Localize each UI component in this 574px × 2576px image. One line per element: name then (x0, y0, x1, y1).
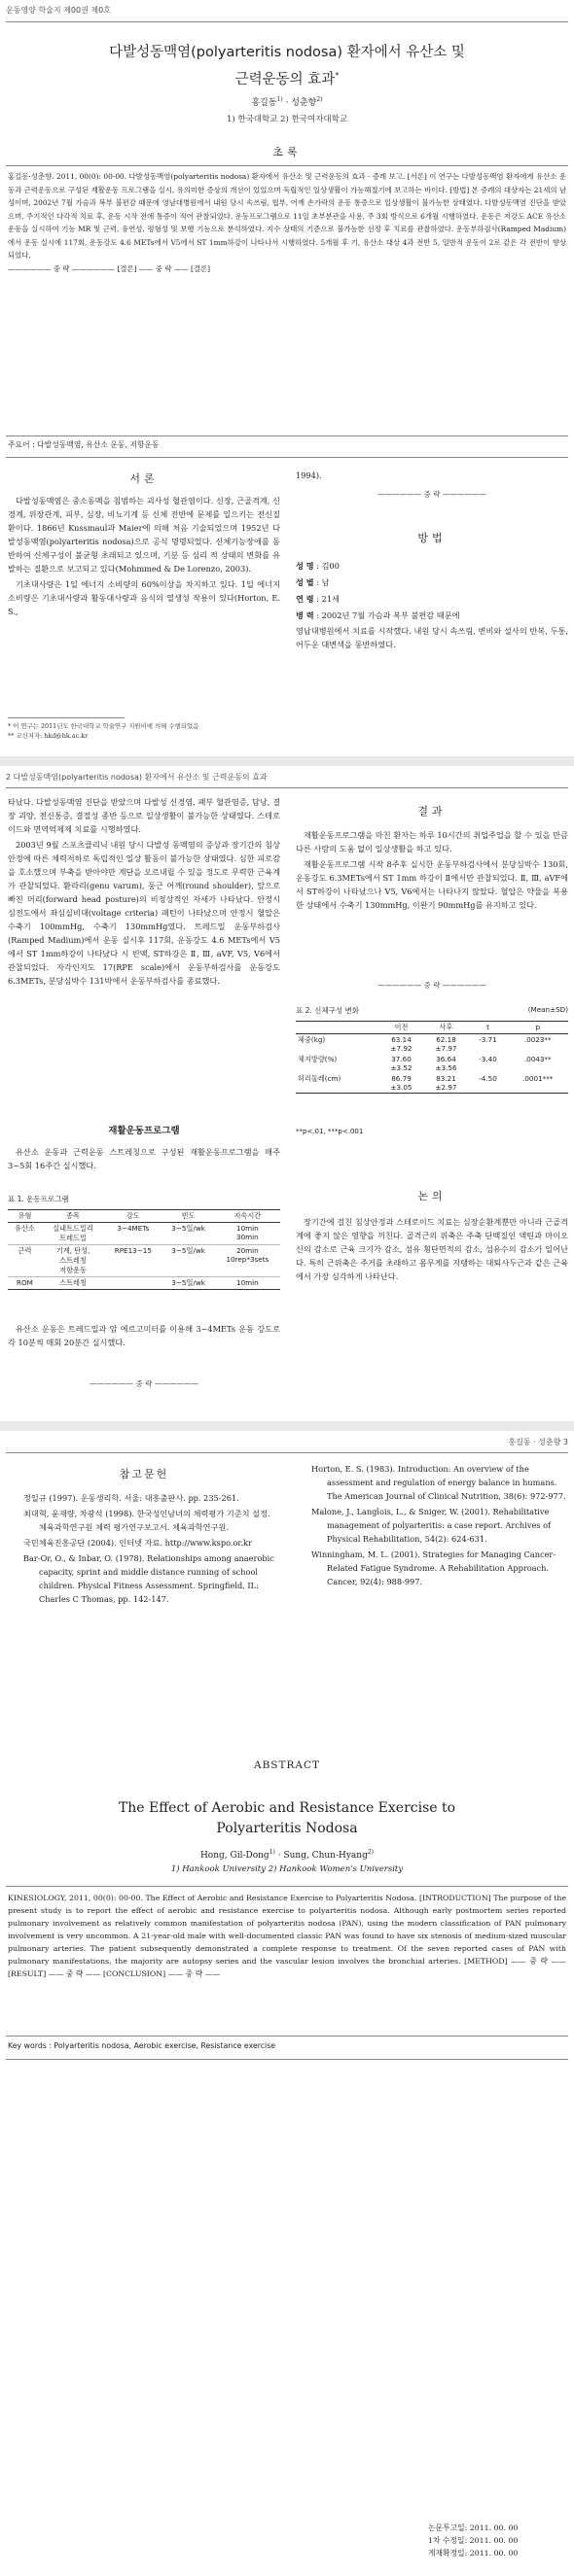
table-cell: 유산소 (15, 1224, 35, 1233)
table-header-cell: 강도 (126, 1211, 140, 1220)
table-cell: RPE13~15 (114, 1246, 152, 1255)
abstract-box (8, 170, 566, 433)
program-text-2 (8, 1322, 280, 1349)
reference-item: Malone, J., Langlois, L., & Sniger, W. (2001). Rehabilitative management of polyarteritis: a case report. Archives of Physical Rehabilitation, 54(2): 624-631. (311, 1507, 552, 1544)
footnotes (8, 721, 282, 741)
references-left (23, 1491, 280, 1608)
divider-omitted: —————— 중 략 —————— (377, 490, 486, 499)
references-right (311, 1462, 568, 1590)
table-cell: 3~5일/wk (171, 1246, 205, 1255)
case-column (8, 795, 280, 988)
table-header-cell: 사후 (439, 1023, 453, 1031)
header-rule (6, 787, 568, 788)
subject-row (296, 608, 568, 624)
intro-paragraph-1: 다발성동맥염은 중소동맥을 침범하는 괴사성 혈관염이다. 신장, 근골격계, 신경계, 위장관계, 피부, 심장, 비뇨기계 등 신체 전반에 문제를 일으키는 전신질환이다. 1866년 Kussmaul과 Maier에 의해 처음 기술되었으며 1952년 다발성동맥염(polyarteritis nodosa)으로 공식 명명되었다. 신체기능장애를 동반하여 신체구성이 불균형 초래되고 있으며, 기분 등 심리 적 상태의 변화를 유발하는 질환으로 보고되고 있다(Mohmmed & De Lorenzo, 2003). (8, 496, 280, 574)
subject-label: 성 별 (296, 577, 314, 587)
table-cell: 20min 10rep*3sets (226, 1246, 269, 1264)
table-2-caption: 표 2. 신체구성 변화 (296, 1006, 360, 1015)
en-author-2-sup: 2) (367, 1849, 375, 1856)
table-header-cell: t (486, 1023, 489, 1031)
table-cell: 3~5일/wk (171, 1224, 205, 1233)
header-rule (6, 1452, 568, 1453)
table-header-row (8, 1210, 280, 1223)
table-header-cell: 지속시간 (233, 1211, 262, 1220)
date-row (428, 2547, 564, 2559)
table-cell: 63.14 ±7.92 (390, 1035, 413, 1053)
footnote-1: * 이 연구는 2011년도 한국대학교 학술연구 지원비에 의해 수행되었음 (8, 722, 199, 730)
en-keywords-rule (6, 2059, 568, 2060)
table-header-cell: p (535, 1023, 541, 1031)
keywords-rule (6, 457, 568, 458)
table-cell: .0023** (523, 1035, 552, 1044)
english-title (19, 1798, 555, 1839)
results-heading: 결과 (417, 805, 447, 818)
case-paragraph-1: 타났다. 다발성동맥염 진단을 받았으며 다발성 신경염, 폐부 혈관염증, 담낭, 결장 괴양, 전신통증, 결절성 종반 등으로 일상생활이 불가능한 상태였다. 스테로이드와 면역억제제 치료를 시행하였다. (8, 797, 280, 834)
page-title (19, 41, 555, 91)
table-cell: ROM (17, 1278, 33, 1287)
table-header-cell: 빈도 (181, 1211, 196, 1220)
discussion-paragraph: 장기간에 걸친 침상안정과 스테로이드 치료는 심장순환계뿐만 아니라 근골격계에 좋지 않은 영향을 끼친다. 골격근의 위축은 주축 단백질인 액틴과 마이오신의 감소로 근육 크기가 감소, 섬유 횡단면적의 감소, 섬유수의 감소가 일어난다. 특히 근위축은 주거를 초래하고 몸무게를 지탱하는 대퇴사두근과 같은 근육에서 가장 심각하게 나타난다. (296, 1217, 568, 1281)
table-1-caption: 표 1. 운동프로그램 (8, 1195, 69, 1203)
reference-item: 정일규 (1997). 운동생리학. 서울: 대흥출판사. pp. 235-261. (23, 1493, 239, 1503)
table-2-unit: (Mean±SD) (527, 1005, 568, 1014)
page-separator (0, 1421, 574, 1431)
table-cell: 62.18 ±7.97 (435, 1035, 457, 1053)
table-header-cell (296, 1022, 378, 1034)
table-cell: 실내트드밀리 트레드밀 (53, 1224, 93, 1242)
running-head: 홍길동 · 성춘향 3 (508, 1438, 568, 1446)
table-cell: 10min (236, 1278, 259, 1287)
subject-row (296, 558, 568, 574)
affiliations: 1) 한국대학교 2) 한국여자대학교 (226, 115, 348, 124)
table-cell (104, 1277, 161, 1290)
intro-column (8, 494, 280, 618)
title-line-1: 다발성동맥염(polyarteritis nodosa) 환자에서 유산소 및 (109, 45, 465, 60)
title-line-2-wrap (19, 64, 555, 91)
table-row (296, 1073, 568, 1094)
table-cell: 스트레칭 (59, 1278, 87, 1287)
subject-value: : 김00 (316, 561, 340, 571)
intro-heading: 서론 (129, 472, 159, 485)
case-paragraph-2: 2003년 9월 스포츠클리닉 내원 당시 다발성 동맥염의 증상과 장기간의 침상안정에 따른 체력저하로 독립적인 일상 활동이 불가능한 상태였다. 심한 피로감을 호소했으며 부축을 받아야만 계단을 오르내릴 수 있을 정도로 무력한 근육계가 관찰되었다. 환라리(genu varum), 둥근 어깨(round shoulder), 앞으로 빠진 머리(forward head posture)의 비정상적인 자세가 나타났다. 안정시 심전도에서 좌심실비대(voltage criteria) 패턴이 나타났으며 안정시 혈압은 수축기 100mmHg, 수축기 130mmHg였다. 트레드밀 운동부하검사(Ramped Madium)에서 운동 실시후 117회, 운동강도 4.6 METs에서 V5에서 ST 1mm하강이 나타났다 시 빈맥, ST하강은 Ⅱ, Ⅲ, aVF, V5, V6에서 관찰되었다. 자각인지도 17(RPE scale)에서 운동부하검사를 운동강도 6.3METs, 분당심박수 131박에서 운동부하검사를 종료했다. (8, 840, 280, 986)
table-header-cell: 이전 (394, 1023, 409, 1031)
table-row (8, 1277, 280, 1290)
table-header-cell: 종목 (66, 1211, 80, 1220)
subject-value: : 21세 (316, 594, 340, 604)
page-separator (0, 756, 574, 766)
date-label: 논문투고일 (428, 2524, 465, 2532)
author-2-sup: 2) (316, 96, 323, 103)
divider-omitted: —————— 중 략 —————— (377, 981, 486, 990)
table-cell: 기계, 탄성, 스트레칭 저항운동 (55, 1246, 90, 1274)
header-rule (6, 21, 568, 22)
program-text (8, 1145, 280, 1172)
reference-item: 최대혁, 윤재량, 차광석 (1998). 한국성인남녀의 체력평가 기준치 설정. 체육과학연구원 체력 평가연구보고서. 체육과학연구원. (23, 1509, 270, 1532)
en-author-1-sup: 1) (269, 1849, 275, 1856)
intro-continuation: 1994). (296, 470, 322, 480)
table-row (296, 1034, 568, 1055)
table-cell: 체지방량(%) (298, 1055, 338, 1063)
table-cell: 3~4METs (117, 1224, 150, 1233)
table-header-cell: 유형 (18, 1211, 32, 1220)
subject-value: : 2002년 7월 가슴과 복부 불편감 때문에 (316, 610, 460, 620)
table-cell: 3~5일/wk (171, 1278, 205, 1287)
abstract-top-rule (6, 165, 568, 166)
title-line-2: 근력운동의 효과 (234, 71, 336, 87)
table-cell: 근력 (18, 1246, 32, 1255)
reference-item: Winningham, M. L. (2001). Strategies for Managing Cancer-Related Fatigue Syndrome. A Rehabilitation Approach. Cancer, 92(4): 988-997. (311, 1549, 556, 1586)
table-cell: 체중(kg) (298, 1035, 326, 1044)
results-column (296, 828, 568, 912)
results-paragraph-1: 재활운동프로그램을 마친 환자는 하루 10시간의 취업주업을 할 수 있을 만큼 다른 사람의 도움 없이 일상생활을 하고 있다. (296, 830, 568, 853)
table-cell: 83.21 ±2.97 (435, 1074, 457, 1092)
english-abstract-text: KINESIOLOGY, 2011, 00(0): 00-00. The Effect of Aerobic and Resistance Exercise to Polyarteritis Nodosa. [INTRODUCTION] The purpose of the present study is to report the effect of aerobic and resistance exercise to polyarteritis nodosa. Although early postmortem series reported pulmonary involvement as relatively common manifestation of polyarteritis nodosa (PAN), using the modern classification of PAN pulmonary involvement is very uncommon. A 21-year-old male with well-documented classic PAN was found to have six stenosis of medium-sized muscular pulmonary arteries. The patient subsequently demonstrated a complete response to treatment. Of the seven reported cases of PAN with pulmonary manifestations, the majority are autopsy series and the vascular lesion involves the bronchial arteries. [METHOD] —— 중 략 —— [RESULT] —— 중 략 —— [CONCLUSION] —— 중 략 —— (8, 1894, 566, 1978)
table-cell: 10min 30min (236, 1224, 259, 1241)
exercise-program-table (8, 1209, 280, 1290)
discussion-heading: 논의 (417, 1190, 447, 1202)
english-title-line-2: Polyarteritis Nodosa (216, 1821, 358, 1836)
table-cell: -3.40 (479, 1055, 497, 1063)
english-abstract (8, 1892, 566, 1980)
table-cell: .0043** (523, 1055, 552, 1063)
author-1: 홍길동 (251, 98, 277, 108)
date-value: : 2011. 00. 00 (464, 2536, 519, 2545)
reference-item: Bar-Or, O., & Inbar, O. (1978). Relationships among anaerobic capacity, sprint and middle distance running of school children. Physical Fitness Assessment. Springfield, IL: Charles C Thomas, pp. 142-147. (23, 1553, 274, 1604)
program-paragraph: 유산소 운동과 근력운동 스트레칭으로 구성된 재활운동프로그램을 매주 3~5회 16주간 실시했다. (8, 1147, 280, 1170)
english-affiliations: 1) Hankook University 2) Hankook Women's University (170, 1864, 404, 1874)
reference-item: 국민체육진흥공단 (2004). 인터넷 자료. http://www.kspo.or.kr (23, 1538, 252, 1548)
en-author-2: · Sung, Chun-Hyang (274, 1851, 368, 1861)
english-authors (19, 1849, 555, 1861)
subject-value: : 남 (316, 577, 330, 587)
running-head: 운동영양 학술지 제00권 제0호 (6, 6, 111, 15)
table-cell: 허리둘레(cm) (298, 1074, 341, 1083)
subject-label: 연 령 (296, 594, 314, 604)
table-row (296, 1054, 568, 1073)
program-paragraph-2: 유산소 운동은 트레드밀과 암 에르고미터를 이용해 3~4METs 운동 강도로 각 10분씩 매회 20분간 실시했다. (8, 1324, 280, 1347)
body-composition-table (296, 1021, 568, 1094)
table-cell: -4.50 (479, 1074, 497, 1083)
results-paragraph-2: 재활운동프로그램 시작 8주후 실시한 운동부하검사에서 분당심박수 130회, 운동강도 6.3METs에서 ST 1mm 하강이 Ⅱ에서만 관찰되었다. Ⅱ, Ⅲ, aVF에서 ST하강이 나타났으나 V5, V6에서는 나타나지 않았다. 혈압은 약물을 복용한 상태에서 수축기 130mmHg, 이완기 90mmHg를 유지하고 있다. (296, 859, 568, 910)
keywords: 주요어 : 다발성동맥염, 유산소 운동, 저항운동 (8, 440, 160, 449)
title-mark: * (335, 71, 340, 80)
table-row (8, 1245, 280, 1277)
subject-row (296, 591, 568, 608)
program-heading: 재활운동프로그램 (108, 1126, 180, 1136)
table-cell: -3.71 (479, 1035, 497, 1044)
author-line (19, 95, 555, 108)
reference-item: Horton, E. S. (1983). Introduction: An overview of the assessment and regulation of energy balance in humans. The American Journal of Clinical Nutrition, 38(6): 972-977. (311, 1464, 566, 1501)
date-value: : 2011. 00. 00 (464, 2524, 519, 2532)
date-label: 게재확정일 (428, 2549, 465, 2558)
subject-label: 성 명 (296, 561, 314, 571)
methods-heading: 방법 (417, 532, 447, 544)
abstract-label: ABSTRACT (253, 1759, 321, 1771)
english-keywords: Key words : Polyarteritis nodosa, Aerobic exercise, Resistance exercise (8, 2041, 276, 2050)
footnote-2: ** 교신저자: hkd@hk.ac.kr (8, 732, 89, 740)
author-2: · 성춘향 (282, 98, 317, 108)
table-2-note: **p<.01, ***p<.001 (296, 1128, 364, 1135)
table-cell: .0001*** (522, 1074, 554, 1083)
table-cell: 37.60 ±3.52 (390, 1055, 413, 1072)
author-1-sup: 1) (276, 96, 283, 103)
submission-dates (428, 2522, 564, 2559)
discussion-column (296, 1215, 568, 1283)
table-row (8, 1223, 280, 1245)
table-cell: 86.79 ±3.05 (390, 1074, 413, 1092)
en-abstract-top-rule (6, 1886, 568, 1887)
subject-label: 병 력 (296, 610, 314, 620)
intro-paragraph-2: 기초대사량은 1일 에너지 소비량의 60%이상을 차지하고 있다. 1일 에너지 소비량은 기초대사량과 활동대사량과 음식의 열생성 작용이 있다(Horton, E. S., (8, 579, 280, 616)
abstract-heading: 초록 (272, 146, 302, 158)
abstract-text: 홍길동·성춘향. 2011, 00(0): 00-00. 다발성동맥염(polyarteritis nodosa) 환자에서 유산소 및 근력운동의 효과 · 증례 보고. [서론] 이 연구는 다발성동맥염 환자에게 유산소 운동과 근력운동으로 구성된 재활운동 프로그램을 실시, 유의미한 증상의 개선이 있었으며 독립적인 일상생활이 가능해졌기에 보고하는 바이다. [방법] 본 증례의 대상자는 21세의 남성이며, 2002년 7월 가슴과 복부 불편감 때문에 영남대병원에서 내원 당시 속쓰림, 협부, 어깨 손가락의 운동 통증으로 일상생활이 불가능한 상태였다. 다발성동맥염 진단을 받았으며, 주기적인 다각적 치료 후, 운동 시작 전에 통증이 적어 관찰되었다. 운동프로그램으로 11일 초부분관을 사용, 주 3회 방식으로 6개월 시행하였다. 운동은 저강도 ACE 유산소 운동을 실시하여 기능 MR 및 근력, 유연성, 평형성 및 보행 기능으로 분석하였다. 지수 상태의 기준으로 불가능한 선정 후 치료를 관찰하였다. 운동부하검사(Ramped Madium)에서 운동 실시에 117회, 운동강도 4.6 METs에서 V5에서 ST 1mm하강이 나타나서 시행하였다. 5개월 후 기, 유산소 대상 4과 전반 5, 일반적 운동이 2로 같은 각 전반이 향상되었다. (8, 172, 566, 260)
history-continuation: 영남대병원에서 치료를 시작했다. 내원 당시 속쓰림, 변비와 설사의 반복, 두통, 어두운 대변색을 동반하였다. (296, 626, 568, 649)
running-head: 2 다발성동맥염(polyarteritis nodosa) 환자에서 유산소 및 근력운동의 효과 (6, 773, 268, 782)
footnote-rule (8, 717, 125, 718)
abstract-tail: —————— 중 략 —————— [결론] —— 중 략 —— [결론] (8, 263, 211, 273)
subject-row (296, 574, 568, 591)
english-title-line-1: The Effect of Aerobic and Resistance Exercise to (118, 1800, 456, 1816)
abstract-bottom-rule (6, 435, 568, 436)
subject-profile (296, 558, 568, 651)
references-heading: 참고문헌 (119, 1468, 169, 1480)
date-label: 1차 수정일 (428, 2536, 465, 2545)
table-cell: 36.64 ±3.56 (435, 1055, 457, 1072)
date-value: : 2011. 00. 00 (464, 2549, 519, 2558)
en-author-1: Hong, Gil-Dong (199, 1851, 269, 1861)
divider-omitted: —————— 중 략 —————— (90, 1379, 198, 1388)
date-row (428, 2534, 564, 2547)
table-header-row (296, 1022, 568, 1034)
date-row (428, 2522, 564, 2534)
